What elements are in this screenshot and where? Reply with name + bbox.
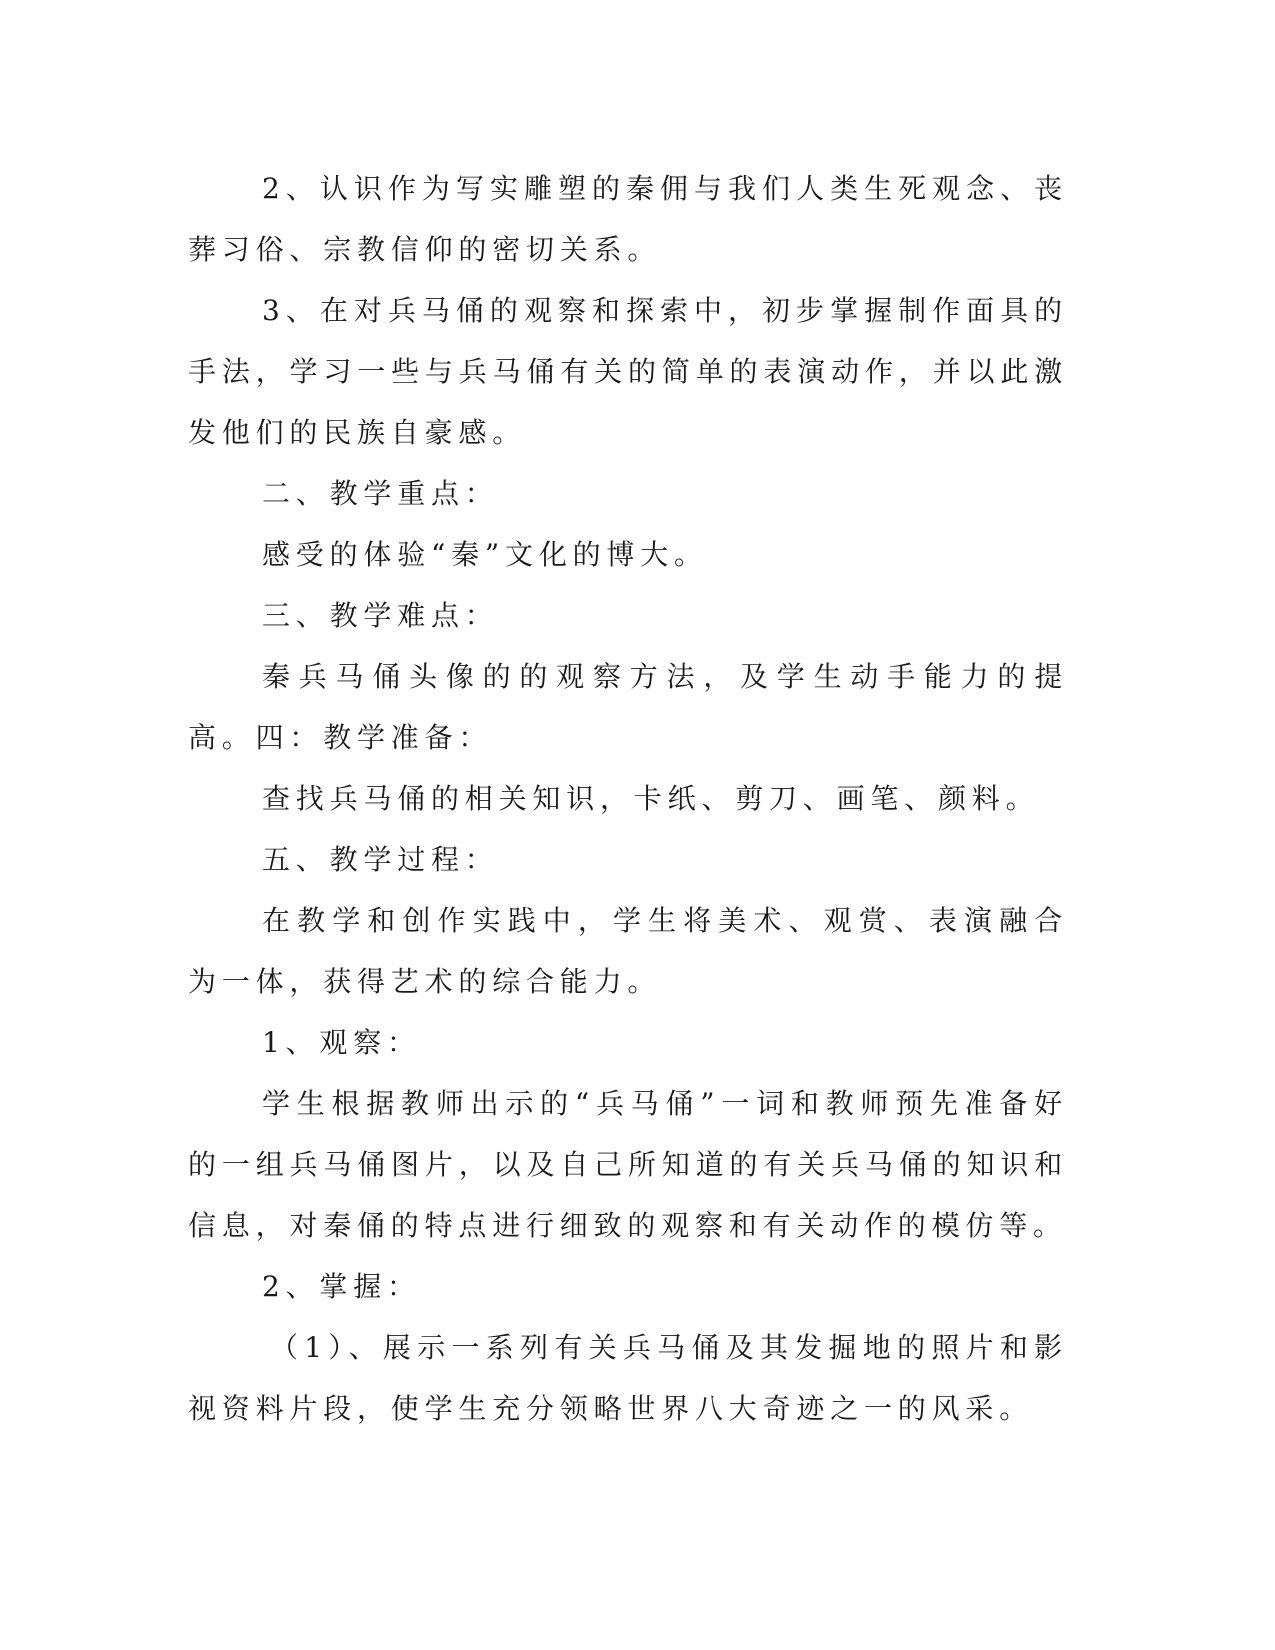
paragraph-teaching-process: 在教学和创作实践中，学生将美术、观赏、表演融合为一体，获得艺术的综合能力。 [188, 904, 1068, 998]
document-body [188, 158, 1068, 1439]
heading-teaching-difficulty: 三、教学难点： [262, 599, 499, 632]
paragraph-teaching-preparation: 查找兵马俑的相关知识，卡纸、剪刀、画笔、颜料。 [262, 782, 1040, 815]
heading-teaching-process: 五、教学过程： [262, 843, 499, 876]
paragraph-observe: 学生根据教师出示的“兵马俑”一词和教师预先准备好的一组兵马俑图片，以及自己所知道的有关兵马俑的知识和信息，对秦俑的特点进行细致的观察和有关动作的模仿等。 [188, 1087, 1068, 1242]
paragraph-objective-3: 3、在对兵马俑的观察和探索中，初步掌握制作面具的手法，学习一些与兵马俑有关的简单的表演动作，并以此激发他们的民族自豪感。 [188, 294, 1068, 449]
paragraph-teaching-focus: 感受的体验“秦”文化的博大。 [262, 538, 708, 571]
paragraph-objective-2: 2、认识作为写实雕塑的秦佣与我们人类生死观念、丧葬习俗、宗教信仰的密切关系。 [188, 172, 1068, 266]
heading-observe: 1、观察： [262, 1026, 421, 1059]
heading-teaching-focus: 二、教学重点： [262, 477, 499, 510]
paragraph-teaching-difficulty: 秦兵马俑头像的的观察方法，及学生动手能力的提高。四：教学准备： [188, 660, 1068, 754]
paragraph-master-1: （1）、展示一系列有关兵马俑及其发掘地的照片和影视资料片段，使学生充分领略世界八大奇迹之一的风采。 [188, 1331, 1068, 1425]
heading-master: 2、掌握： [262, 1270, 421, 1303]
